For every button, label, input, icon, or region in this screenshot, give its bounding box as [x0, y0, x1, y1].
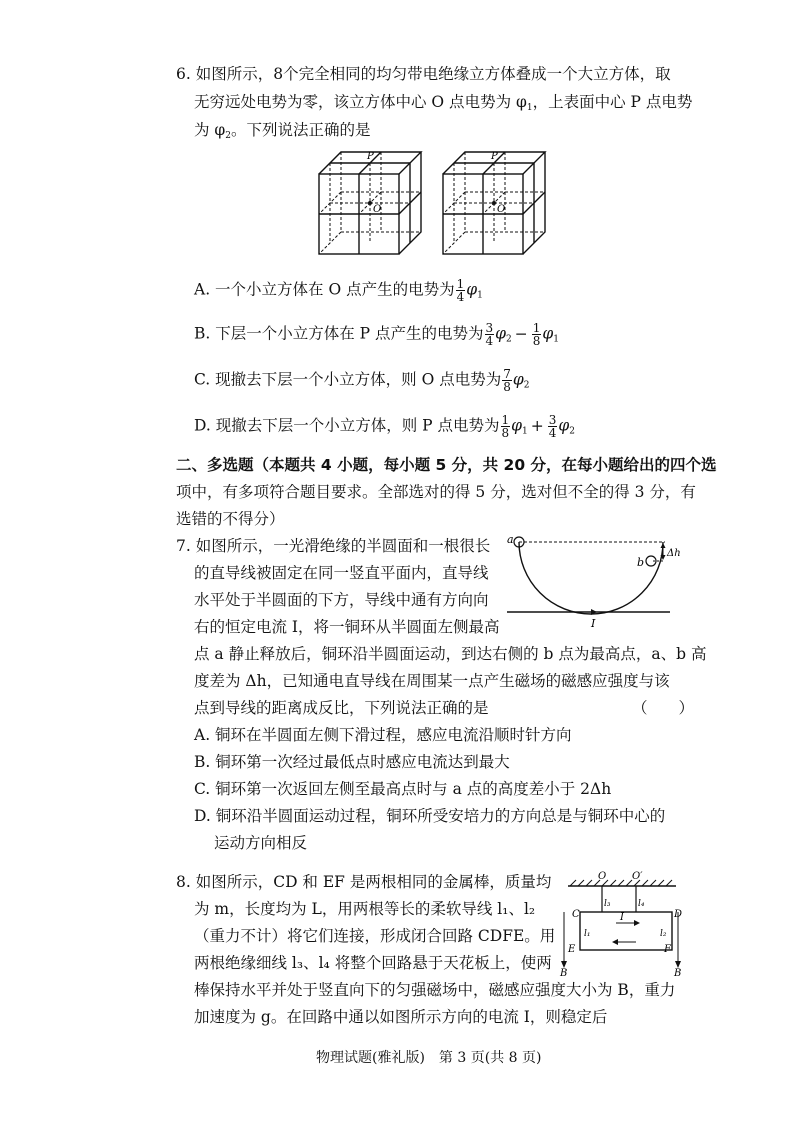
- phi: φ: [542, 324, 554, 343]
- q8-loop-figure: [556, 868, 691, 976]
- frac-1-8: [501, 414, 511, 439]
- q7-line5: 点 a 静止释放后，铜环沿半圆面运动，到达右侧的 b 点为最高点，a、b 高: [194, 645, 707, 663]
- q7-line3: 水平处于半圆面的下方，导线中通有方向向: [194, 591, 489, 609]
- q6-option-d: [194, 414, 575, 442]
- den: 4: [456, 290, 465, 304]
- page-footer: 物理试题(雅礼版) 第 3 页(共 8 页): [316, 1050, 542, 1066]
- point-O-left: [368, 201, 372, 205]
- phi: φ: [512, 370, 524, 389]
- q6-option-a-text: A. 一个小立方体在 O 点产生的电势为: [194, 280, 455, 299]
- q6-option-c: [194, 368, 529, 396]
- label-B-left: B: [560, 968, 568, 976]
- q7-option-a: A. 铜环在半圆面左侧下滑过程，感应电流沿顺时针方向: [194, 726, 572, 744]
- q6-option-a: [194, 278, 483, 306]
- section2-header-text: 二、多选题（本题共 4 小题，每小题 5 分，共 20 分，在每小题给出的四个选: [176, 456, 717, 474]
- label-F: F: [664, 944, 671, 955]
- ceiling-hatching: [570, 880, 672, 886]
- current-arrowhead-top: [634, 920, 640, 926]
- q8-line4: 两根绝缘细线 l₃、l₄ 将整个回路悬于天花板上，使两: [194, 954, 552, 972]
- section2-line3: 选错的不得分）: [176, 510, 285, 528]
- label-I: I: [591, 617, 596, 630]
- num: 1: [501, 413, 510, 427]
- q7-option-b: B. 铜环第一次经过最低点时感应电流达到最大: [194, 753, 510, 771]
- sub: 2: [523, 380, 530, 391]
- sub: 1: [477, 290, 483, 301]
- num: 3: [485, 321, 494, 335]
- q6-cube-figure: [315, 146, 565, 258]
- sub: 1: [553, 334, 559, 345]
- label-b: b: [637, 556, 645, 569]
- q8-line6: 加速度为 g。在回路中通以如图所示方向的电流 I，则稳定后: [194, 1008, 608, 1026]
- frac-3-4: [485, 322, 495, 347]
- label-P-left: P: [367, 151, 374, 162]
- phi: φ: [558, 416, 570, 435]
- minus-sign: −: [514, 324, 528, 343]
- sub: 2: [506, 334, 512, 345]
- q6-line2-text: 无穷远处电势为零，该立方体中心 O 点电势为 φ: [194, 93, 527, 111]
- section2-line1: [176, 455, 717, 475]
- label-I: I: [620, 912, 624, 923]
- label-l1: l₁: [584, 929, 591, 939]
- label-B-right: B: [674, 968, 682, 976]
- q8-line3: （重力不计）将它们连接，形成闭合回路 CDFE。用: [194, 927, 556, 945]
- label-O-prime: O′: [632, 871, 643, 882]
- q6-option-d-text: D. 现撤去下层一个小立方体，则 P 点电势为: [194, 416, 500, 435]
- den: 4: [548, 426, 557, 440]
- frac-1-8: [532, 322, 542, 347]
- q6-line3: [194, 120, 371, 146]
- num: 3: [548, 413, 557, 427]
- label-dh: Δh: [667, 548, 681, 559]
- q6-line1: 6. 如图所示，8个完全相同的均匀带电绝缘立方体叠成一个大立方体，取: [176, 65, 671, 83]
- label-l4: l₄: [638, 899, 645, 909]
- q6-line2b-text: ，上表面中心 P 点电势: [532, 93, 693, 111]
- q7-line7: 点到导线的距离成反比，下列说法正确的是: [194, 699, 489, 717]
- q6-line3-text: 为 φ: [194, 121, 226, 139]
- den: 8: [532, 334, 541, 348]
- num: 1: [532, 321, 541, 335]
- phi2-sub: 2: [225, 131, 232, 141]
- loop-CDFE: [580, 912, 672, 950]
- q6-line2: [194, 92, 692, 118]
- q7-line1: 7. 如图所示，一光滑绝缘的半圆面和一根很长: [176, 537, 491, 555]
- plus-sign: +: [530, 416, 544, 435]
- phi: φ: [511, 416, 523, 435]
- semicircle-surface: [519, 542, 663, 614]
- phi: φ: [466, 280, 478, 299]
- label-l2: l₂: [660, 929, 667, 939]
- section2-line2: 项中，有多项符合题目要求。全部选对的得 5 分，选对但不全的得 3 分，有: [176, 483, 696, 501]
- den: 8: [503, 380, 511, 394]
- q6-option-c-text: C. 现撤去下层一个小立方体，则 O 点电势为: [194, 370, 502, 389]
- q6-option-b-text: B. 下层一个小立方体在 P 点产生的电势为: [194, 324, 484, 343]
- q7-line6: 度差为 Δh，已知通电直导线在周围某一点产生磁场的磁感应强度与该: [194, 672, 670, 690]
- frac-7-8: [502, 368, 512, 393]
- q7-option-c: C. 铜环第一次返回左侧至最高点时与 a 点的高度差小于 2Δh: [194, 780, 612, 798]
- field-arrow-left: [561, 961, 567, 968]
- label-E: E: [568, 944, 576, 955]
- label-O-left: O: [373, 204, 382, 215]
- q7-semicircle-figure: [505, 532, 685, 632]
- num: 7: [503, 367, 511, 381]
- phi: φ: [495, 324, 507, 343]
- current-arrowhead-bottom: [612, 939, 618, 945]
- q7-option-d-cont: 运动方向相反: [214, 834, 308, 852]
- q8-line2: 为 m，长度均为 L，用两根等长的柔软导线 l₁、l₂: [194, 900, 536, 918]
- frac-1-4: [456, 278, 466, 303]
- field-arrow-right: [675, 961, 681, 968]
- label-C: C: [572, 909, 580, 920]
- q8-line5: 棒保持水平并处于竖直向下的匀强磁场中，磁感应强度大小为 B，重力: [194, 981, 676, 999]
- den: 4: [485, 334, 494, 348]
- dh-arrow-up: [661, 543, 666, 548]
- label-P-right: P: [491, 151, 498, 162]
- label-D: D: [674, 909, 683, 920]
- point-O-right: [492, 201, 496, 205]
- num: 1: [456, 277, 465, 291]
- q7-line2: 的直导线被固定在同一竖直平面内，直导线: [194, 564, 489, 582]
- q7-line4: 右的恒定电流 I，将一铜环从半圆面左侧最高: [194, 618, 500, 636]
- answer-bracket: （ ）: [632, 699, 695, 717]
- den: 8: [501, 426, 510, 440]
- label-a: a: [507, 533, 514, 546]
- phi1-sub: 1: [526, 103, 533, 113]
- sub: 1: [522, 426, 528, 437]
- label-O: O: [598, 871, 607, 882]
- sub: 2: [569, 426, 575, 437]
- label-l3: l₃: [604, 899, 611, 909]
- frac-3-4: [548, 414, 558, 439]
- q8-line1: 8. 如图所示，CD 和 EF 是两根相同的金属棒，质量均: [176, 873, 552, 891]
- q6-option-b: [194, 322, 559, 350]
- label-O-right: O: [497, 204, 506, 215]
- q6-line3b-text: 。下列说法正确的是: [231, 121, 371, 139]
- q7-option-d: D. 铜环沿半圆面运动过程，铜环所受安培力的方向总是与铜环中心的: [194, 807, 666, 825]
